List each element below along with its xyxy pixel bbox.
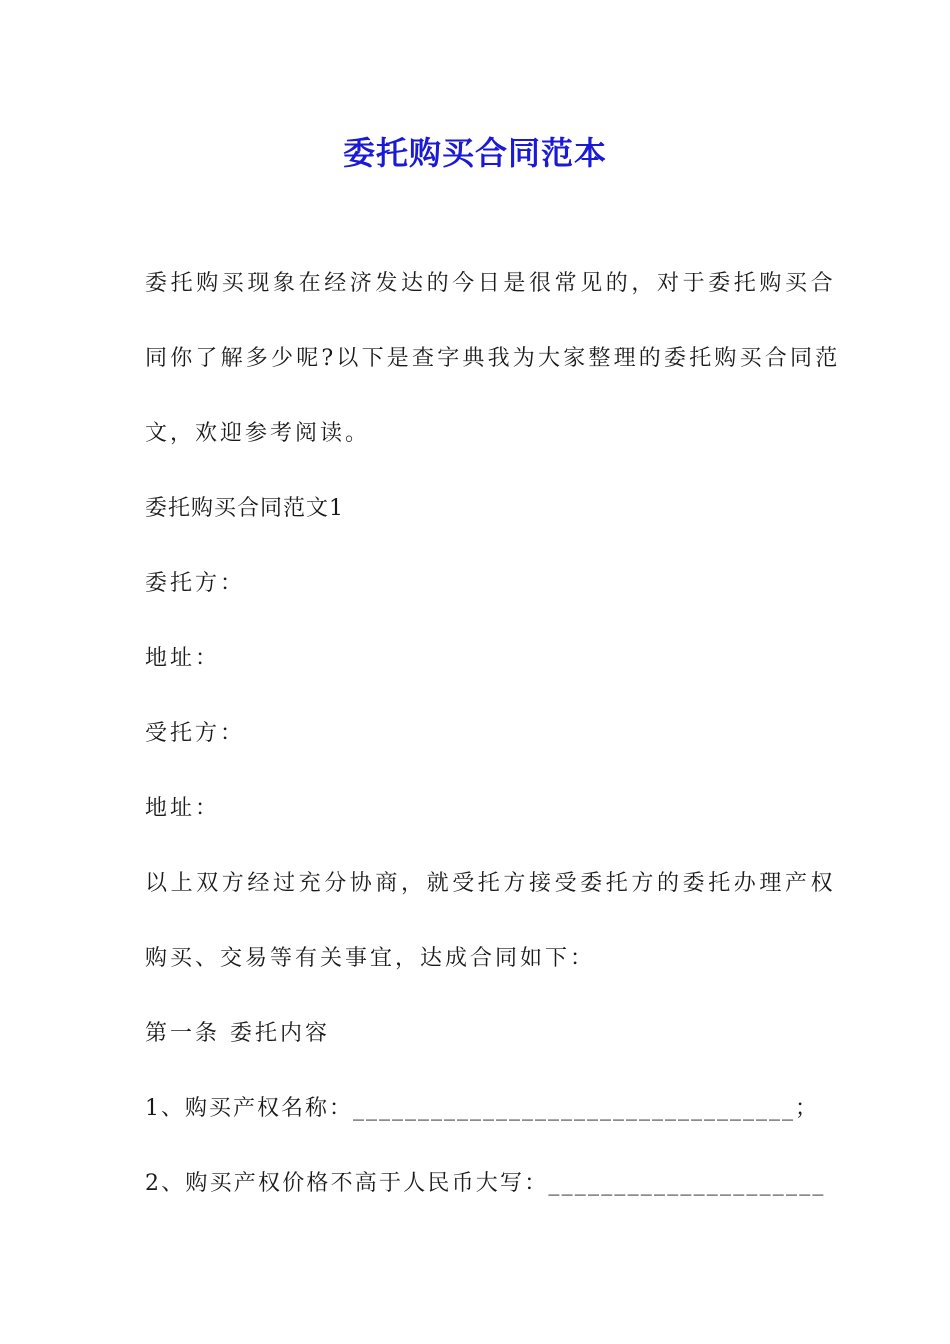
clause-1: 1、购买产权名称：__________________________________； [145, 1096, 819, 1121]
intro-paragraph-line-3: 文，欢迎参考阅读。 [145, 421, 371, 446]
clause-2: 2、购买产权价格不高于人民币大写：_____________________ [145, 1171, 826, 1196]
agent-address-label: 地址： [145, 796, 221, 821]
intro-paragraph-line-2: 同你了解多少呢?以下是查字典我为大家整理的委托购买合同范 [145, 346, 841, 371]
article-one-heading: 第一条 委托内容 [145, 1021, 330, 1046]
agreement-paragraph-line-2: 购买、交易等有关事宜，达成合同如下： [145, 946, 596, 971]
document-title: 委托购买合同范本 [342, 134, 607, 172]
principal-label: 委托方： [145, 571, 246, 596]
agent-label: 受托方： [145, 721, 246, 746]
section-heading: 委托购买合同范文1 [145, 496, 344, 521]
intro-paragraph-line-1: 委托购买现象在经济发达的今日是很常见的，对于委托购买合 [145, 271, 837, 296]
agreement-paragraph-line-1: 以上双方经过充分协商，就受托方接受委托方的委托办理产权 [145, 871, 837, 896]
principal-address-label: 地址： [145, 646, 221, 671]
